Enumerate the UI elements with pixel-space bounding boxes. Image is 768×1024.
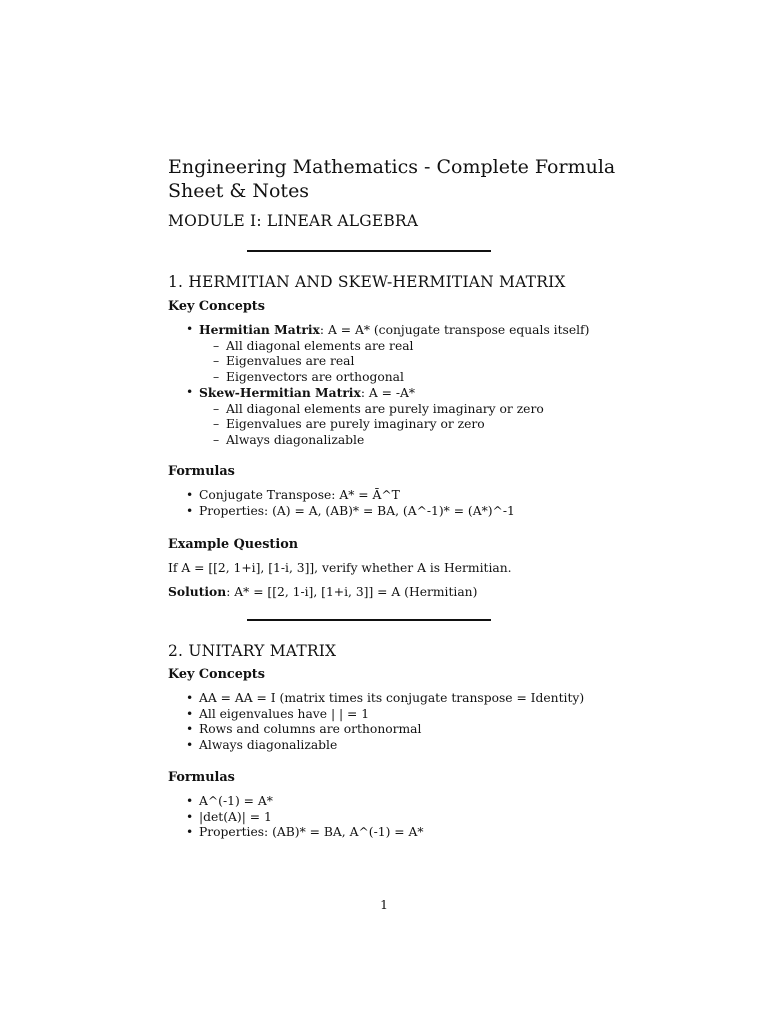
page-number: 1 [380, 898, 388, 912]
example-question-heading: Example Question [168, 537, 299, 552]
document-title: Engineering Mathematics - Complete Formula Sheet & Notes [168, 156, 616, 202]
hermitian-property: – All diagonal elements are real [213, 339, 589, 355]
section-2-heading: 2. UNITARY MATRIX [168, 642, 337, 660]
section-divider [247, 619, 491, 621]
hermitian-matrix-definition: : A = A* (conjugate transpose equals itself) [319, 323, 590, 337]
hermitian-properties-list [199, 339, 589, 386]
section-1-key-concepts-heading: Key Concepts [168, 299, 265, 314]
example-question-text: If A = [[2, 1+i], [1-i, 3]], verify whether A is Hermitian. [168, 561, 512, 575]
skew-hermitian-properties-list [199, 402, 589, 449]
skew-hermitian-property: – All diagonal elements are purely imaginary or zero [213, 402, 589, 418]
section-divider [247, 250, 491, 252]
unitary-concept-item: • Rows and columns are orthonormal [186, 722, 584, 738]
hermitian-matrix-item [186, 322, 589, 385]
formula-item: • |det(A)| = 1 [186, 810, 424, 826]
unitary-concept-item: • Always diagonalizable [186, 738, 584, 754]
formula-item: • Properties: (A) = A, (AB)* = BA, (A^-1)* = (A*)^-1 [186, 504, 515, 520]
skew-hermitian-property: – Always diagonalizable [213, 433, 589, 449]
section-1-heading: 1. HERMITIAN AND SKEW-HERMITIAN MATRIX [168, 273, 566, 291]
section-2-formulas-list [186, 794, 424, 841]
section-2-key-concepts-list [186, 691, 584, 753]
hermitian-property: – Eigenvectors are orthogonal [213, 370, 589, 386]
formula-item: • Conjugate Transpose: A* = Ā^T [186, 488, 515, 504]
formula-item: • Properties: (AB)* = BA, A^(-1) = A* [186, 825, 424, 841]
skew-hermitian-matrix-definition: : A = -A* [360, 386, 416, 400]
module-heading: MODULE I: LINEAR ALGEBRA [168, 212, 419, 230]
solution-label: Solution [168, 584, 227, 599]
unitary-concept-item: • All eigenvalues have | | = 1 [186, 707, 584, 723]
solution-text: : A* = [[2, 1-i], [1+i, 3]] = A (Hermitian) [226, 585, 478, 599]
skew-hermitian-matrix-item [186, 385, 589, 448]
formula-item: • A^(-1) = A* [186, 794, 424, 810]
section-1-formulas-list [186, 488, 515, 519]
unitary-concept-item: • AA = AA = I (matrix times its conjugate transpose = Identity) [186, 691, 584, 707]
hermitian-matrix-label: Hermitian Matrix [199, 322, 320, 337]
skew-hermitian-matrix-label: Skew-Hermitian Matrix [199, 385, 361, 400]
section-1-key-concepts-list [186, 322, 589, 448]
section-2-key-concepts-heading: Key Concepts [168, 667, 265, 682]
example-solution [168, 584, 477, 600]
section-1-formulas-heading: Formulas [168, 464, 235, 479]
skew-hermitian-property: – Eigenvalues are purely imaginary or zero [213, 417, 589, 433]
hermitian-property: – Eigenvalues are real [213, 354, 589, 370]
section-2-formulas-heading: Formulas [168, 770, 235, 785]
